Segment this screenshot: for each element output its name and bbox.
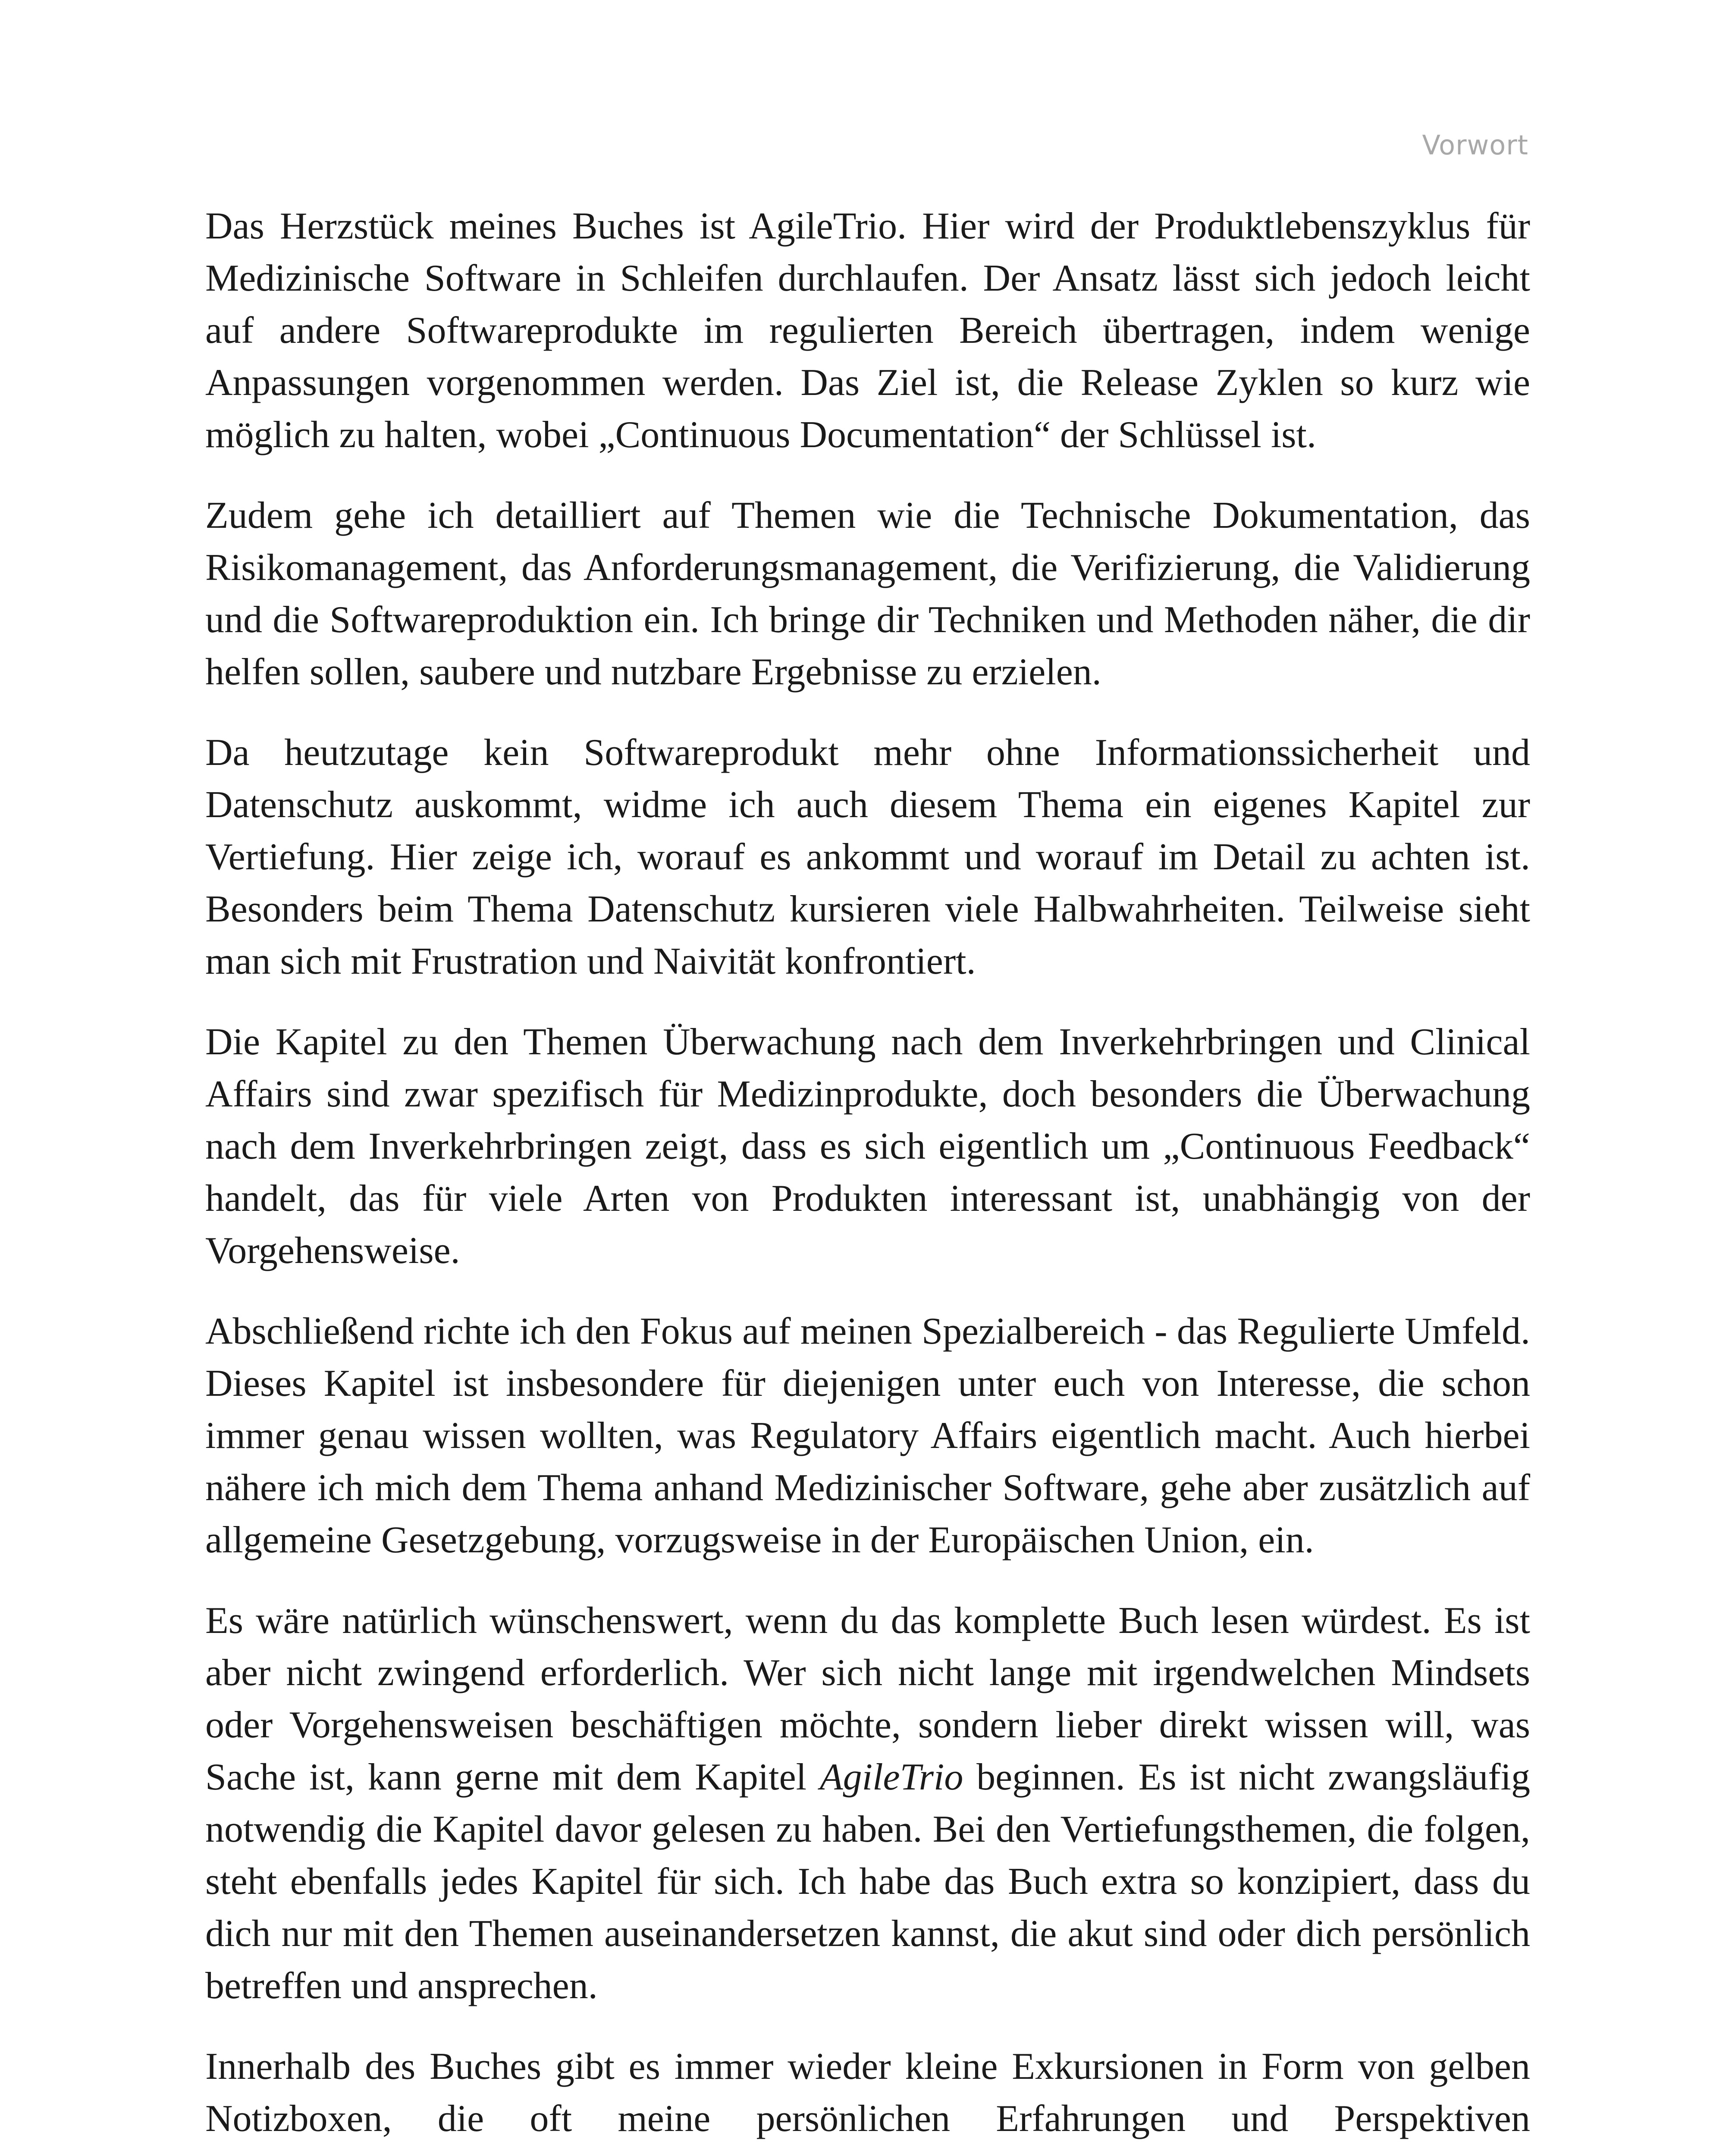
- body-paragraph: Abschließend richte ich den Fokus auf meinen Spezialbereich - das Regulierte Umfeld. Dieses Kapitel ist insbesondere für diejenigen unter euch von Interesse, die schon immer genau wissen wollten, was Regulatory Affairs eigentlich macht. Auch hierbei nähere ich mich dem Thema anhand Medizinischer Software, gehe aber zusätzlich auf allgemeine Gesetzgebung, vorzugsweise in der Europäischen Union, ein.: [205, 1310, 1530, 1561]
- body-paragraph: Da heutzutage kein Softwareprodukt mehr ohne Informationssicherheit und Datenschutz auskommt, widme ich auch diesem Thema ein eigenes Kapitel zur Vertiefung. Hier zeige ich, worauf es ankommt und worauf im Detail zu achten ist. Besonders beim Thema Datenschutz kursieren viele Halbwahrheiten. Teilweise sieht man sich mit Frustration und Naivität konfrontiert.: [205, 732, 1530, 982]
- body-paragraph: Die Kapitel zu den Themen Überwachung nach dem Inverkehrbringen und Clinical Affairs sind zwar spezifisch für Medizinprodukte, doch besonders die Überwachung nach dem Inverkehrbringen zeigt, dass es sich eigentlich um „Continuous Feedback“ handelt, das für viele Arten von Produkten interessant ist, unabhängig von der Vorgehensweise.: [205, 1021, 1530, 1272]
- paragraph-text: Es wäre natürlich wünschenswert, wenn du das komplette Buch lesen würdest. Es ist aber nicht zwingend erforderlich. Wer sich nicht lange mit irgendwelchen Mindsets oder Vorgehensweisen beschäftigen möchte, sondern lieber direkt wissen will, was Sache ist, kann gerne mit dem Kapitel: [205, 1600, 1530, 1798]
- chapter-reference: AgileTrio: [819, 1756, 963, 1798]
- body-paragraph: Das Herzstück meines Buches ist AgileTrio. Hier wird der Produktlebenszyklus für Medizinische Software in Schleifen durchlaufen. Der Ansatz lässt sich jedoch leicht auf andere Softwareprodukte im regulierten Bereich übertragen, indem wenige Anpassungen vorgenommen werden. Das Ziel ist, die Release Zyklen so kurz wie möglich zu halten, wobei „Continuous Documentation“ der Schlüssel ist.: [205, 205, 1530, 456]
- body-paragraph-continued: Innerhalb des Buches gibt es immer wieder kleine Exkursionen in Form von gelben Notizboxen, die oft meine persönlichen Erfahrungen und Perspektiven: [205, 2046, 1530, 2140]
- body-paragraph: [205, 1595, 1530, 2012]
- page-body: [205, 200, 1530, 2145]
- body-paragraph: Zudem gehe ich detailliert auf Themen wie die Technische Dokumentation, das Risikomanagement, das Anforderungsmanagement, die Verifizierung, die Validierung und die Softwareproduktion ein. Ich bringe dir Techniken und Methoden näher, die dir helfen sollen, saubere und nutzbare Ergebnisse zu erzielen.: [205, 495, 1530, 693]
- paragraph-text: beginnen. Es ist nicht zwangsläufig notwendig die Kapitel davor gelesen zu haben. Bei den Vertiefungsthemen, die folgen, steht ebenfalls jedes Kapitel für sich. Ich habe das Buch extra so konzipiert, dass du dich nur mit den Themen auseinandersetzen kannst, die akut sind oder dich persönlich betreffen und ansprechen.: [205, 1756, 1530, 2007]
- running-header: Vorwort: [1422, 129, 1528, 161]
